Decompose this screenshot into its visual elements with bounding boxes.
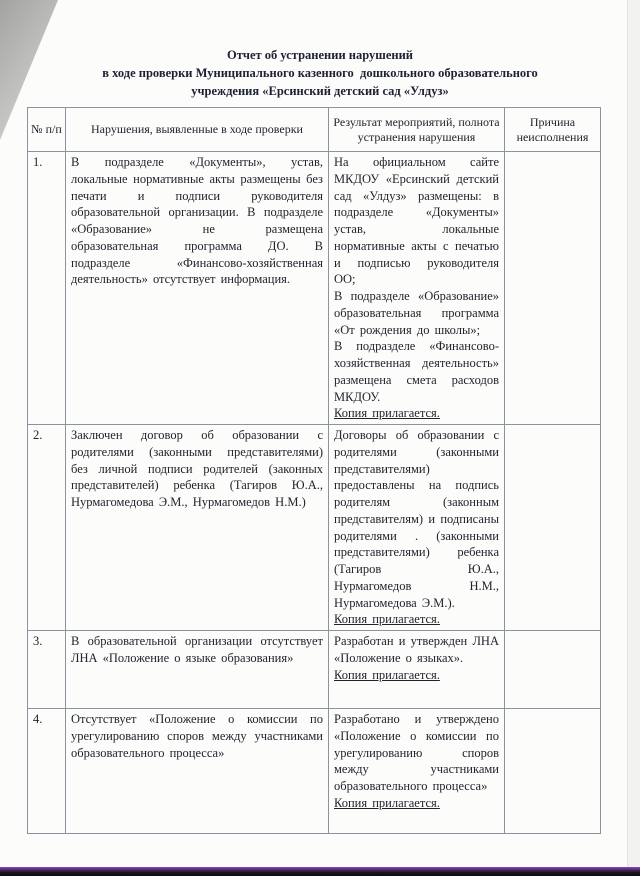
result-paragraph: Договоры об образовании с родителями (законными представителями) предоставлены на подпись родителям (законным представителям) и подписаны родителями . (законными представителями) ребенка (Тагиров Ю.А., Нурмагомедов Н.М., Нурмагомедова Э.М.). [334, 428, 499, 610]
scan-page-right-edge [627, 0, 640, 876]
result-paragraph: На официальном сайте МКДОУ «Ерсинский детский сад «Улдуз» размещены: в подразделе «Документы» устав, локальные нормативные акты с печатью и подписью руководителя ОО; [334, 155, 499, 287]
violations-report-table [27, 107, 601, 834]
result-paragraph: Разработано и утверждено «Положение о комиссии по урегулированию споров между участниками образовательного процесса» [334, 712, 499, 793]
reason-cell [505, 152, 601, 425]
result-paragraph: Разработан и утвержден ЛНА «Положение о языках». [334, 634, 499, 665]
violation-text: В образовательной организации отсутствует ЛНА «Положение о языке образования» [71, 634, 323, 665]
attachment-note: Копия прилагается. [334, 667, 440, 682]
header-violations: Нарушения, выявленные в ходе проверки [66, 108, 329, 152]
title-line-1: Отчет об устранении нарушений [227, 48, 413, 62]
table-row [28, 631, 601, 709]
row-number: 1. [28, 152, 66, 425]
header-number: № п/п [28, 108, 66, 152]
row-number: 3. [28, 631, 66, 709]
table-row [28, 152, 601, 425]
result-cell [329, 152, 505, 425]
document-title [15, 46, 625, 100]
attachment-note: Копия прилагается. [334, 795, 440, 810]
scan-bottom-bar [0, 867, 640, 876]
violation-cell [66, 152, 329, 425]
reason-cell [505, 631, 601, 709]
result-cell [329, 709, 505, 834]
table-row [28, 425, 601, 631]
result-cell [329, 425, 505, 631]
result-paragraph: В подразделе «Финансово-хозяйственная деятельность» размещена смета расходов МКДОУ. [334, 339, 499, 404]
row-number: 4. [28, 709, 66, 834]
table-header-row [28, 108, 601, 152]
header-result: Результат мероприятий, полнота устранения нарушения [329, 108, 505, 152]
header-reason: Причина неисполнения [505, 108, 601, 152]
violation-text: Заключен договор об образовании с родителями (законными представителями) без личной подписи родителей (законных представителей) ребенка (Тагиров Ю.А., Нурмагомедова Э.М., Нурмагомедов Н.М.) [71, 428, 323, 509]
violation-cell [66, 425, 329, 631]
attachment-note: Копия прилагается. [334, 406, 440, 421]
violation-text: В подразделе «Документы», устав, локальные нормативные акты размещены без печати и подписи руководителя образовательной организации. В подразделе «Образование» не размещена образовательная программа ДО. В подразделе «Финансово-хозяйственная деятельность» отсутствует информация. [71, 155, 323, 287]
result-paragraph: В подразделе «Образование» образовательная программа «От рождения до школы»; [334, 289, 499, 337]
attachment-note: Копия прилагается. [334, 612, 440, 627]
violation-cell [66, 709, 329, 834]
violation-text: Отсутствует «Положение о комиссии по урегулированию споров между участниками образовательного процесса» [71, 712, 323, 760]
reason-cell [505, 425, 601, 631]
table-row [28, 709, 601, 834]
title-line-3: учреждения «Ерсинский детский сад «Улдуз» [191, 84, 449, 99]
title-line-2: в ходе проверки Муниципального казенного дошкольного образовательного [102, 66, 538, 81]
violation-cell [66, 631, 329, 709]
result-cell [329, 631, 505, 709]
row-number: 2. [28, 425, 66, 631]
reason-cell [505, 709, 601, 834]
